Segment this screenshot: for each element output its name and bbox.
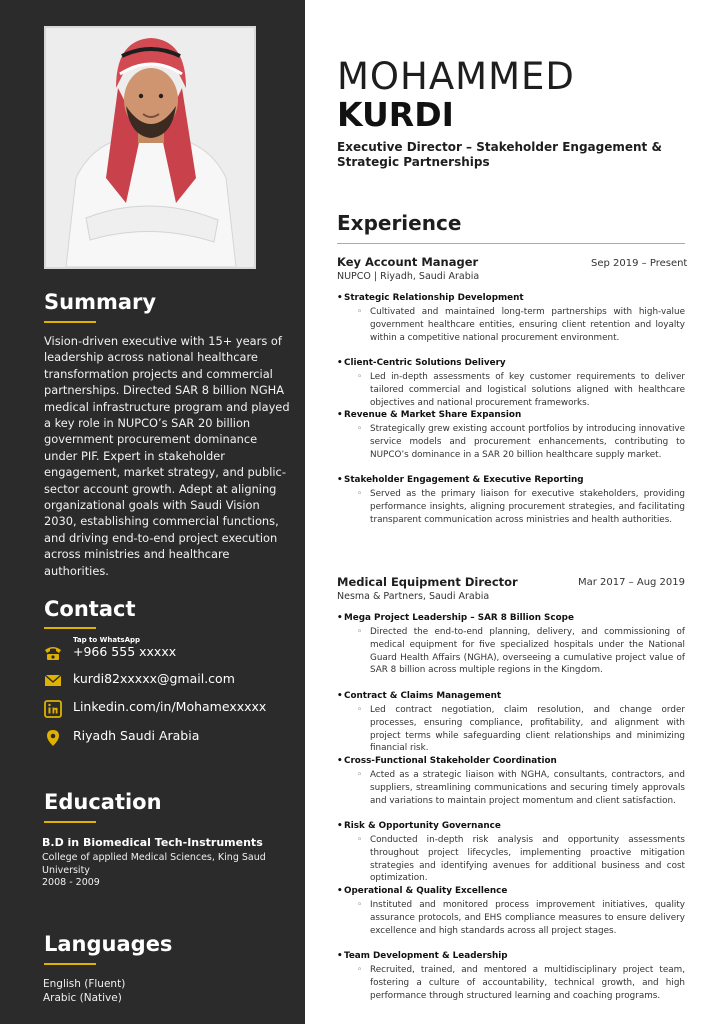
- job-item-title: • Contract & Claims Management: [344, 691, 501, 701]
- job-item-desc: ◦ Directed the end-to-end planning, delivery, and commissioning of medical equipment for five specialized hospitals under the National Guard Health Affairs (NGHA), overseeing a cumulative project value of SAR 8 billion across multiple regions in the Kingdom.: [370, 626, 685, 677]
- first-name: MOHAMMED: [337, 55, 575, 98]
- job-role: Medical Equipment Director: [337, 575, 518, 589]
- languages-divider: [44, 963, 96, 965]
- summary-heading: Summary: [44, 290, 157, 314]
- job-item-title: • Risk & Opportunity Governance: [344, 821, 501, 831]
- job-role: Key Account Manager: [337, 255, 479, 269]
- phone-icon: [44, 645, 62, 661]
- education-heading: Education: [44, 790, 162, 814]
- job-item-desc: ◦ Recruited, trained, and mentored a multidisciplinary project team, fostering a culture of accountability, technical growth, and high performance through structured learning and coaching programs.: [370, 964, 685, 1002]
- job-item-title: • Strategic Relationship Development: [344, 293, 524, 303]
- experience-divider: [337, 243, 685, 244]
- job-item-title: • Stakeholder Engagement & Executive Reporting: [344, 475, 584, 485]
- job-item-desc: ◦ Instituted and monitored process improvement initiatives, quality assurance protocols, and EHS compliance measures to ensure delivery excellence and high standards across all project stages.: [370, 899, 685, 937]
- job-item-desc: ◦ Cultivated and maintained long-term partnerships with high-value government healthcare entities, ensuring client retention and loyalty within a competitive national procurement environment.: [370, 306, 685, 344]
- contact-email[interactable]: [44, 670, 294, 690]
- job-item-desc: ◦ Led contract negotiation, claim resolution, and change order processes, ensuring compliance, profitability, and alignment with project terms while safeguarding client relationships and minimizing financial risk.: [370, 704, 685, 755]
- languages-heading: Languages: [44, 932, 173, 956]
- job-item-title: • Operational & Quality Excellence: [344, 886, 507, 896]
- job-item-title: • Revenue & Market Share Expansion: [344, 410, 521, 420]
- linkedin-icon: [44, 700, 62, 716]
- contact-linkedin[interactable]: [44, 698, 294, 718]
- education-school: College of applied Medical Sciences, King Saud University: [42, 852, 266, 876]
- experience-heading: Experience: [337, 211, 462, 235]
- job-item-desc: ◦ Strategically grew existing account portfolios by introducing innovative service models and procurement enhancements, contributing to NUPCO’s dominance in a SAR 20 billion healthcare supply market.: [370, 423, 685, 461]
- education-divider: [44, 821, 96, 823]
- location-icon: [44, 729, 62, 745]
- job-item-desc: ◦ Conducted in-depth risk analysis and opportunity assessments throughout project lifecycles, implementing proactive mitigation strategies and identifying avenues for additional business and cost optimization.: [370, 834, 685, 885]
- sidebar: [0, 0, 305, 1024]
- education-years: 2008 - 2009: [42, 877, 100, 888]
- language-english: English (Fluent): [43, 978, 126, 990]
- email-icon: [44, 672, 62, 688]
- job-title: Executive Director – Stakeholder Engagement & Strategic Partnerships: [337, 140, 662, 169]
- whatsapp-tip: Tap to WhatsApp: [73, 636, 141, 644]
- contact-divider: [44, 627, 96, 629]
- phone-number[interactable]: +966 555 xxxxx: [73, 644, 177, 659]
- summary-text: Vision-driven executive with 15+ years of leadership across national healthcare transformation projects and commercial partnerships. Directed SAR 8 billion NGHA medical infrastructure program and played a key role in NUPCO’s SAR 20 billion government procurement dominance under PIF. Expert in stakeholder engagement, market strategy, and public-sector account growth. Adept at aligning organizational goals with Saudi Vision 2030, establishing commercial functions, and driving end-to-end project execution across ministries and healthcare authorities.: [44, 334, 290, 578]
- job-item-title: • Cross-Functional Stakeholder Coordination: [344, 756, 557, 766]
- education-degree: B.D in Biomedical Tech-Instruments: [42, 836, 263, 849]
- location-text: Riyadh Saudi Arabia: [73, 728, 200, 743]
- job-item-desc: ◦ Served as the primary liaison for executive stakeholders, providing performance insights, aligning procurement strategies, and facilitating transparent communication across ministries and health authorities.: [370, 488, 685, 526]
- job-dates: Sep 2019 – Present: [591, 258, 688, 269]
- linkedin-url[interactable]: Linkedin.com/in/Mohamexxxxx: [73, 699, 267, 714]
- job-item-title: • Client-Centric Solutions Delivery: [344, 358, 506, 368]
- job-dates: Mar 2017 – Aug 2019: [578, 577, 686, 588]
- contact-phone[interactable]: [44, 643, 294, 663]
- summary-divider: [44, 321, 96, 323]
- language-arabic: Arabic (Native): [43, 992, 122, 1004]
- email-address[interactable]: kurdi82xxxxx@gmail.com: [73, 671, 235, 686]
- profile-photo: [44, 26, 256, 269]
- job-item-title: • Team Development & Leadership: [344, 951, 508, 961]
- job-company: Nesma & Partners, Saudi Arabia: [337, 591, 490, 602]
- contact-heading: Contact: [44, 597, 136, 621]
- job-item-title: • Mega Project Leadership – SAR 8 Billion Scope: [344, 613, 574, 623]
- job-item-desc: ◦ Led in-depth assessments of key customer requirements to deliver tailored commercial and logistical solutions aligned with healthcare objectives and national procurement frameworks.: [370, 371, 685, 409]
- last-name: KURDI: [337, 95, 454, 134]
- contact-location: [44, 727, 294, 747]
- job-company: NUPCO | Riyadh, Saudi Arabia: [337, 271, 480, 282]
- job-item-desc: ◦ Acted as a strategic liaison with NGHA, consultants, contractors, and suppliers, streamlining communications and securing timely approvals and variations to maintain project momentum and client satisfaction.: [370, 769, 685, 807]
